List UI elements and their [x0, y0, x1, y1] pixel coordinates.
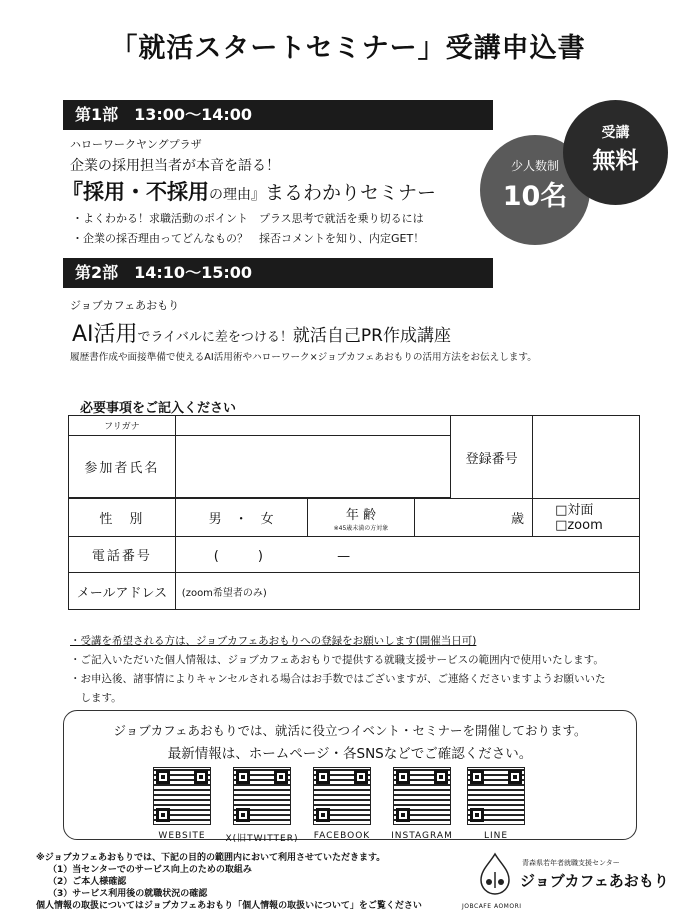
footer-line-2: （1）当センターでのサービス向上のための取組み [48, 865, 252, 875]
age-label-cell [307, 499, 415, 537]
part1-headline-rest: まるわかりセミナー [265, 182, 437, 204]
note-cancel: ・お申込後、諸事情によりキャンセルされる場合はお手数ではございますが、ご連絡くださいますようお願いいた [70, 673, 606, 685]
qr-facebook[interactable] [302, 767, 382, 841]
form-heading: 必要事項をご記入ください [80, 401, 237, 416]
part1-headline-mid: の理由』 [209, 187, 265, 203]
phone-field[interactable] [175, 537, 639, 573]
note-cancel-cont: します。 [70, 692, 122, 704]
part2-headline [72, 317, 451, 348]
part2-organizer: ジョブカフェあおもり [70, 299, 180, 312]
qr-website[interactable] [142, 767, 222, 841]
phone-label: 電話番号 [69, 537, 176, 573]
option-in-person[interactable]: □対面 [555, 502, 594, 518]
qr-label-facebook: FACEBOOK [313, 831, 371, 841]
phone-dash: — [337, 549, 351, 564]
part1-headline [62, 176, 436, 206]
note-registration: ・受講を希望される方は、ジョブカフェあおもりへの登録をお願いします(開催当日可) [70, 635, 477, 647]
qr-code-icon [467, 767, 525, 825]
format-choice[interactable] [533, 499, 640, 537]
notes [70, 632, 640, 708]
qr-instagram[interactable] [382, 767, 462, 841]
free-badge-value: 無料 [592, 148, 639, 174]
part1-tagline: 企業の採用担当者が本音を語る！ [70, 158, 280, 174]
qr-label-line: LINE [483, 831, 509, 841]
capacity-badge-label: 少人数制 [510, 159, 559, 173]
part1-headline-bold: 『採用・不採用 [62, 180, 209, 204]
furigana-field[interactable] [175, 416, 450, 436]
registration-label: 登録番号 [451, 416, 533, 499]
age-note: ※45歳未満の方対象 [333, 524, 389, 532]
info-line-2: 最新情報は、ホームページ・各SNSなどでご確認ください。 [167, 746, 533, 762]
info-line-1: ジョブカフェあおもりでは、就活に役立つイベント・セミナーを開催しております。 [113, 723, 587, 738]
email-note: (zoom希望者のみ) [181, 587, 267, 599]
age-label: 年 齢 [345, 507, 377, 523]
furigana-label: フリガナ [69, 416, 176, 436]
free-badge-label: 受講 [601, 125, 630, 141]
gender-label: 性 別 [69, 499, 176, 537]
qr-label-x: X(旧TWITTER) [225, 834, 299, 844]
qr-line[interactable] [456, 767, 536, 841]
qr-x[interactable] [222, 767, 302, 844]
part2-headline-big: AI活用 [72, 322, 138, 347]
name-field[interactable] [175, 436, 450, 498]
part1-bullet-1: ・よくわかる！求職活動のポイント プラス思考で就活を乗り切るには [72, 212, 424, 225]
part1-bullet-2: ・企業の採否理由ってどんなもの？ 採否コメントを知り、内定GET！ [72, 232, 425, 245]
part2-headline-rest: 就活自己PR作成講座 [292, 326, 451, 346]
qr-label-instagram: INSTAGRAM [391, 831, 453, 841]
qr-code-icon [153, 767, 211, 825]
qr-label-website: WEBSITE [158, 831, 206, 841]
footer-line-3: （2）ご本人様確認 [48, 877, 127, 887]
free-badge [563, 100, 668, 205]
part2-description: 履歴書作成や面接準備で使えるAI活用術やハローワーク×ジョブカフェあおもりの活用方法をお伝えします。 [70, 352, 537, 363]
email-field[interactable] [175, 573, 639, 610]
org-subtitle: 青森県若年者就職支援センター [522, 859, 620, 867]
footer-line-4: （3）サービス利用後の就職状況の確認 [48, 889, 208, 899]
qr-code-icon [393, 767, 451, 825]
org-name: ジョブカフェあおもり [520, 872, 669, 890]
part1-organizer: ハローワークヤングプラザ [70, 138, 202, 151]
qr-code-icon [313, 767, 371, 825]
option-zoom[interactable]: □zoom [555, 517, 603, 533]
capacity-badge-value: 10名 [502, 181, 568, 212]
age-field[interactable] [415, 499, 533, 537]
footer-line-1: ※ジョブカフェあおもりでは、下記の目的の範囲内において利用させていただきます。 [36, 853, 386, 863]
part2-headline-small: でライバルに差をつける！ [137, 330, 293, 345]
email-label: メールアドレス [69, 573, 176, 610]
privacy-footer [36, 852, 422, 912]
gender-field[interactable]: 男 ・ 女 [175, 499, 307, 537]
part2-header: 第2部 14:10〜15:00 [63, 258, 493, 288]
qr-code-icon [233, 767, 291, 825]
application-form [68, 415, 640, 610]
logo-text: JOBCAFE AOMORI [462, 903, 522, 910]
page-title: 「就活スタートセミナー」受講申込書 [110, 33, 586, 64]
name-label: 参加者氏名 [69, 436, 176, 498]
age-unit: 歳 [511, 512, 525, 527]
phone-area-code: ( ) [213, 549, 263, 564]
part1-header: 第1部 13:00〜14:00 [63, 100, 493, 130]
registration-field[interactable] [533, 416, 640, 499]
footer-line-5: 個人情報の取扱についてはジョブカフェあおもり「個人情報の取扱いについて」をご覧ください [36, 901, 422, 911]
jobcafe-logo-icon [475, 852, 515, 904]
note-privacy: ・ご記入いただいた個人情報は、ジョブカフェあおもりで提供する就職支援サービスの範囲内で使用いたします。 [70, 654, 604, 666]
